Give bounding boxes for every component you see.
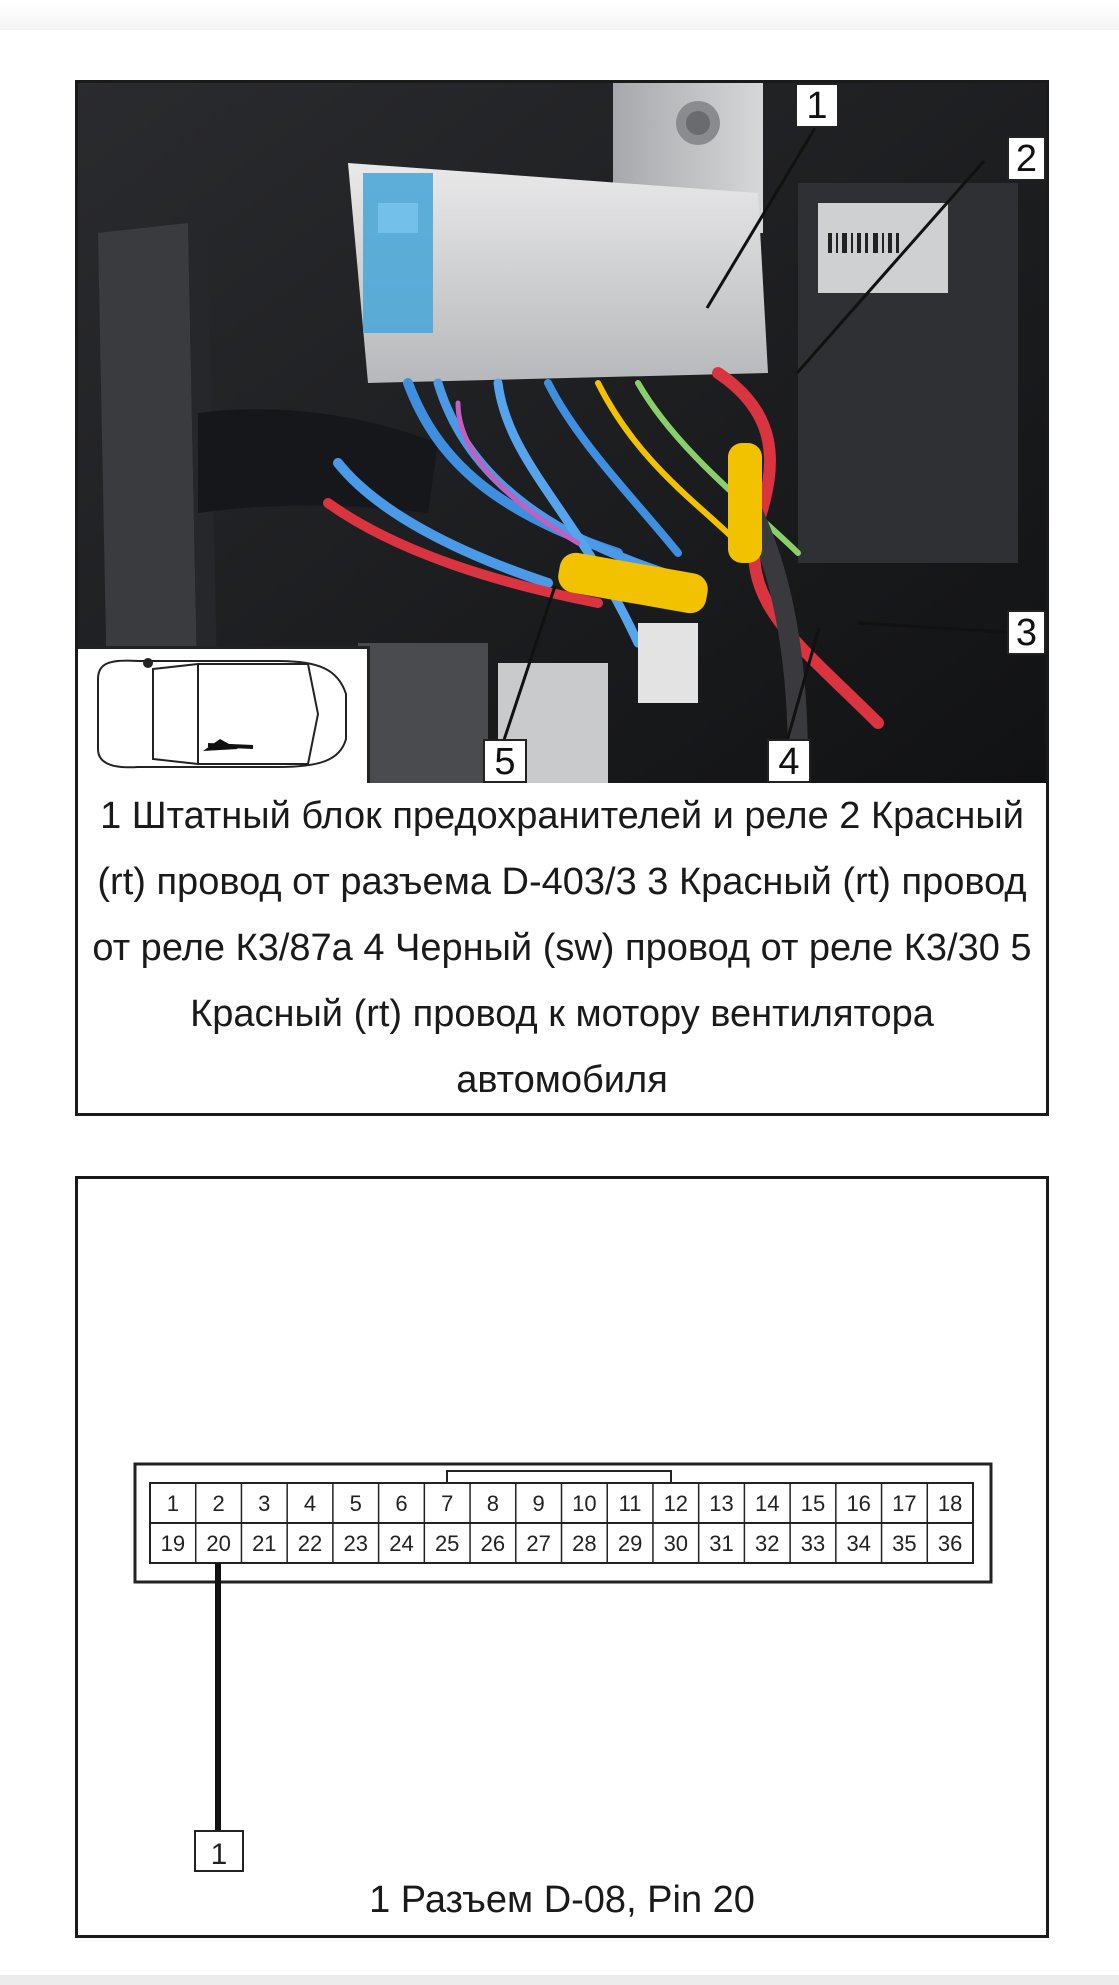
pin-number: 4 — [303, 1491, 317, 1516]
callout-label-5: 5 — [483, 739, 527, 783]
figure1-caption: 1 Штатный блок предохранителей и реле 2 Красный (rt) провод от разъема D-403/3 3 Красный (rt) провод от реле К3/87а 4 Черный (sw) провод от реле К3/30 5 Красный (rt) провод к мотору вентилятора автомобиля — [92, 795, 1032, 1101]
pin-number: 25 — [434, 1531, 460, 1556]
pin-number: 30 — [663, 1531, 689, 1556]
pin-number: 3 — [258, 1491, 271, 1516]
pin-number: 19 — [160, 1531, 186, 1556]
connector-diagram — [78, 1179, 1046, 1879]
pin-number: 2 — [212, 1491, 225, 1516]
pin-number: 10 — [572, 1491, 597, 1516]
pin-number: 28 — [572, 1531, 597, 1556]
wiring-photo-figure — [75, 80, 1049, 1116]
pin-number: 36 — [937, 1531, 963, 1556]
pin-number: 17 — [892, 1491, 917, 1516]
fuse-box-photo — [78, 83, 1046, 783]
pin-number: 26 — [480, 1531, 506, 1556]
callout-label-4: 4 — [767, 739, 811, 783]
pin-number: 27 — [526, 1531, 551, 1556]
bottom-bar — [0, 1975, 1119, 1985]
pin-number: 15 — [800, 1491, 826, 1516]
top-bar — [0, 0, 1119, 30]
pin-number: 1 — [166, 1491, 179, 1516]
pin-number: 6 — [395, 1491, 408, 1516]
pin-number: 20 — [206, 1531, 231, 1556]
pin-number: 8 — [486, 1491, 500, 1516]
pin-number: 23 — [343, 1531, 368, 1556]
pin-number: 16 — [846, 1491, 871, 1516]
pin-number: 11 — [618, 1491, 642, 1516]
pin-number: 24 — [389, 1531, 414, 1556]
figure2-caption: 1 Разъем D-08, Pin 20 — [369, 1879, 755, 1921]
pin-number: 32 — [755, 1531, 780, 1556]
pin-number: 12 — [663, 1491, 689, 1516]
pin-number: 31 — [709, 1531, 734, 1556]
pin-number: 22 — [297, 1531, 323, 1556]
pin-number: 7 — [441, 1491, 454, 1516]
pin-number: 9 — [532, 1491, 545, 1516]
pin-number: 33 — [800, 1531, 826, 1556]
connector-callout-label: 1 — [210, 1838, 228, 1871]
pin-number: 14 — [755, 1491, 780, 1516]
pin-number: 21 — [252, 1531, 277, 1556]
connector-svg — [78, 1179, 1046, 1879]
pin-number: 35 — [892, 1531, 917, 1556]
callout-label-3: 3 — [1007, 610, 1046, 655]
pin-number: 13 — [709, 1491, 734, 1516]
connector-pinout-figure — [75, 1176, 1049, 1938]
callout-label-2: 2 — [1007, 136, 1046, 181]
callout-lines — [78, 83, 1046, 783]
pin-number: 18 — [937, 1491, 963, 1516]
pin-number: 29 — [617, 1531, 643, 1556]
pin-number: 34 — [846, 1531, 871, 1556]
callout-label-1: 1 — [795, 83, 839, 128]
pin-number: 5 — [349, 1491, 362, 1516]
